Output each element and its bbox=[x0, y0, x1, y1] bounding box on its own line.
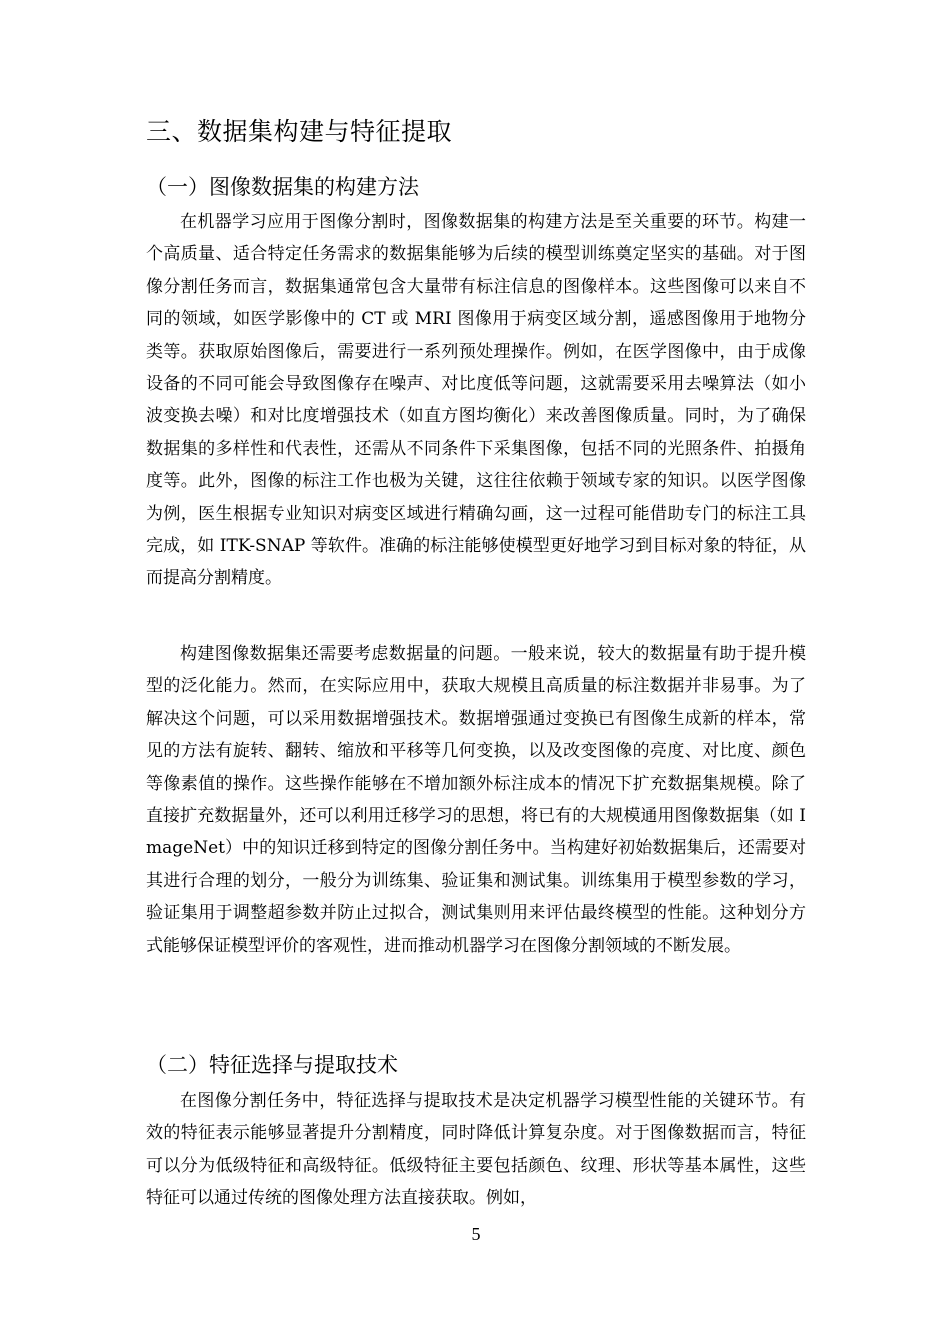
page-number: 5 bbox=[471, 1224, 481, 1244]
paragraph-2: 构建图像数据集还需要考虑数据量的问题。一般来说，较大的数据量有助于提升模型的泛化能力。然而，在实际应用中，获取大规模且高质量的标注数据并非易事。为了解决这个问题，可以采用数据增强技术。数据增强通过变换已有图像生成新的样本，常见的方法有旋转、翻转、缩放和平移等几何变换，以及改变图像的亮度、对比度、颜色等像素值的操作。这些操作能够在不增加额外标注成本的情况下扩充数据集规模。除了直接扩充数据量外，还可以利用迁移学习的思想，将已有的大规模通用图像数据集（如 ImageNet）中的知识迁移到特定的图像分割任务中。当构建好初始数据集后，还需要对其进行合理的划分，一般分为训练集、验证集和测试集。训练集用于模型参数的学习，验证集用于调整超参数并防止过拟合，测试集则用来评估最终模型的性能。这种划分方式能够保证模型评价的客观性，进而推动机器学习在图像分割领域的不断发展。 bbox=[146, 644, 806, 956]
subsection-title-2: （二）特征选择与提取技术 bbox=[146, 1053, 398, 1077]
paragraph-1: 在机器学习应用于图像分割时，图像数据集的构建方法是至关重要的环节。构建一个高质量、适合特定任务需求的数据集能够为后续的模型训练奠定坚实的基础。对于图像分割任务而言，数据集通常包含大量带有标注信息的图像样本。这些图像可以来自不同的领域，如医学影像中的 CT 或 MRI 图像用于病变区域分割，遥感图像用于地物分类等。获取原始图像后，需要进行一系列预处理操作。例如，在医学图像中，由于成像设备的不同可能会导致图像存在噪声、对比度低等问题，这就需要采用去噪算法（如小波变换去噪）和对比度增强技术（如直方图均衡化）来改善图像质量。同时，为了确保数据集的多样性和代表性，还需从不同条件下采集图像，包括不同的光照条件、拍摄角度等。此外，图像的标注工作也极为关键，这往往依赖于领域专家的知识。以医学图像为例，医生根据专业知识对病变区域进行精确勾画，这一过程可能借助专门的标注工具完成，如 ITK-SNAP 等软件。准确的标注能够使模型更好地学习到目标对象的特征，从而提高分割精度。 bbox=[146, 212, 806, 589]
paragraph-3: 在图像分割任务中，特征选择与提取技术是决定机器学习模型性能的关键环节。有效的特征表示能够显著提升分割精度，同时降低计算复杂度。对于图像数据而言，特征可以分为低级特征和高级特征。低级特征主要包括颜色、纹理、形状等基本属性，这些特征可以通过传统的图像处理方法直接获取。例如， bbox=[146, 1091, 806, 1209]
section-title: 三、数据集构建与特征提取 bbox=[146, 117, 453, 146]
subsection-title-1: （一）图像数据集的构建方法 bbox=[146, 175, 419, 199]
